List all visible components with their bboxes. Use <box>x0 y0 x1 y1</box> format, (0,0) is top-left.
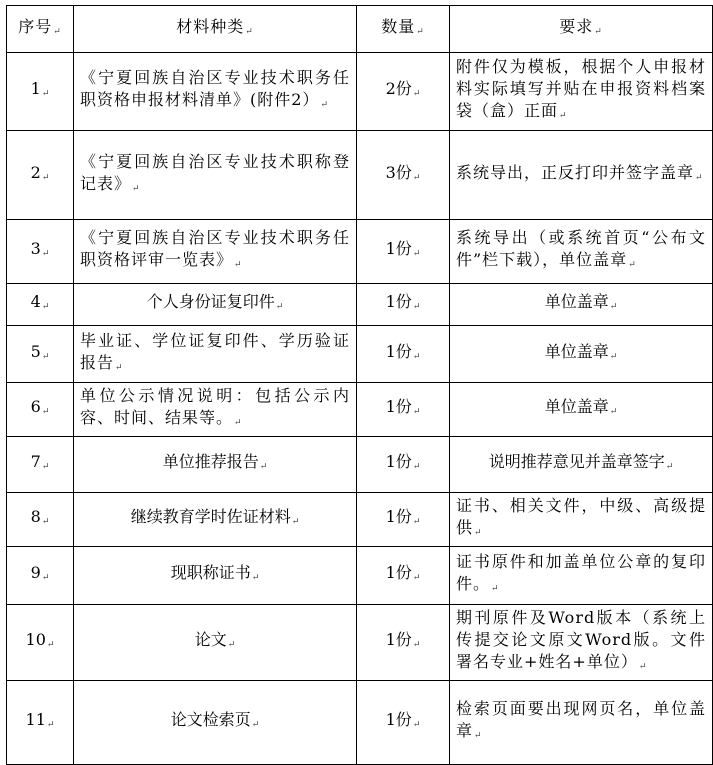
table-row <box>7 437 713 493</box>
cell-qty: 1份↵ <box>357 284 450 326</box>
cell-no: 2↵ <box>7 131 74 220</box>
cell-no: 11↵ <box>7 681 74 765</box>
cell-req: 证书、相关文件，中级、高级提供↵ <box>450 493 713 547</box>
table-row <box>7 383 713 437</box>
table-row <box>7 131 713 220</box>
cell-type: 《宁夏回族自治区专业技术职务任职资格申报材料清单》(附件2）↵ <box>74 53 357 131</box>
cell-req: 证书原件和加盖单位公章的复印件。↵ <box>450 547 713 605</box>
paragraph-mark-icon: ↵ <box>412 462 421 472</box>
cell-req: 检索页面要出现网页名，单位盖章↵ <box>450 681 713 765</box>
cell-req: 附件仅为模板，根据个人申报材料实际填写并贴在申报资料档案袋（盒）正面↵ <box>450 53 713 131</box>
cell-qty: 3份↵ <box>357 131 450 220</box>
paragraph-mark-icon: ↵ <box>412 407 421 417</box>
cell-no: 3↵ <box>7 220 74 284</box>
cell-qty: 1份↵ <box>357 383 450 437</box>
paragraph-mark-icon: ↵ <box>291 517 300 527</box>
paragraph-mark-icon: ↵ <box>41 302 50 312</box>
table-row <box>7 605 713 681</box>
cell-type: 论文检索页↵ <box>74 681 357 765</box>
cell-req: 单位盖章↵ <box>450 284 713 326</box>
paragraph-mark-icon: ↵ <box>412 351 421 362</box>
paragraph-mark-icon: ↵ <box>234 260 243 270</box>
header-no: 序号↵ <box>7 6 74 53</box>
paragraph-mark-icon: ↵ <box>412 573 421 583</box>
paragraph-mark-icon: ↵ <box>275 302 284 312</box>
paragraph-mark-icon: ↵ <box>412 517 421 527</box>
cell-req: 说明推荐意见并盖章签字↵ <box>450 437 713 493</box>
paragraph-mark-icon: ↵ <box>41 462 50 472</box>
paragraph-mark-icon: ↵ <box>41 573 50 583</box>
cell-qty: 1份↵ <box>357 547 450 605</box>
header-req: 要求↵ <box>450 6 713 53</box>
paragraph-mark-icon: ↵ <box>474 528 483 538</box>
cell-no: 1↵ <box>7 53 74 131</box>
cell-req: 系统导出（或系统首页“公布文件”栏下载），单位盖章↵ <box>450 220 713 284</box>
cell-type: 论文↵ <box>74 605 357 681</box>
paragraph-mark-icon: ↵ <box>227 640 236 650</box>
paragraph-mark-icon: ↵ <box>665 462 674 472</box>
paragraph-mark-icon: ↵ <box>491 584 500 594</box>
cell-type: 《宁夏回族自治区专业技术职务任职资格评审一览表》↵ <box>74 220 357 284</box>
paragraph-mark-icon: ↵ <box>412 89 421 99</box>
paragraph-mark-icon: ↵ <box>41 407 50 417</box>
cell-qty: 1份↵ <box>357 493 450 547</box>
paragraph-mark-icon: ↵ <box>412 640 421 650</box>
cell-no: 4↵ <box>7 284 74 326</box>
cell-no: 5↵ <box>7 326 74 383</box>
paragraph-mark-icon: ↵ <box>41 89 50 99</box>
paragraph-mark-icon: ↵ <box>559 111 568 121</box>
paragraph-mark-icon: ↵ <box>609 351 618 362</box>
paragraph-mark-icon: ↵ <box>695 172 704 183</box>
cell-no: 10↵ <box>7 605 74 681</box>
paragraph-mark-icon: ↵ <box>594 26 603 37</box>
paragraph-mark-icon: ↵ <box>416 26 425 37</box>
cell-qty: 1份↵ <box>357 326 450 383</box>
paragraph-mark-icon: ↵ <box>609 302 618 312</box>
paragraph-mark-icon: ↵ <box>41 351 50 362</box>
paragraph-mark-icon: ↵ <box>132 183 141 194</box>
paragraph-mark-icon: ↵ <box>474 731 483 741</box>
cell-qty: 1份↵ <box>357 437 450 493</box>
table-row <box>7 547 713 605</box>
paragraph-mark-icon: ↵ <box>115 362 124 373</box>
cell-no: 6↵ <box>7 383 74 437</box>
table-row <box>7 53 713 131</box>
cell-type: 个人身份证复印件↵ <box>74 284 357 326</box>
cell-req: 系统导出，正反打印并签字盖章↵ <box>450 131 713 220</box>
cell-req: 单位盖章↵ <box>450 326 713 383</box>
paragraph-mark-icon: ↵ <box>638 662 648 672</box>
paragraph-mark-icon: ↵ <box>412 720 421 730</box>
cell-qty: 1份↵ <box>357 605 450 681</box>
paragraph-mark-icon: ↵ <box>46 640 55 650</box>
table-header-row <box>7 6 713 53</box>
paragraph-mark-icon: ↵ <box>412 302 421 312</box>
cell-qty: 2份↵ <box>357 53 450 131</box>
paragraph-mark-icon: ↵ <box>628 260 637 270</box>
paragraph-mark-icon: ↵ <box>41 249 50 259</box>
paragraph-mark-icon: ↵ <box>412 249 421 259</box>
header-type: 材料种类↵ <box>74 6 357 53</box>
cell-type: 单位推荐报告↵ <box>74 437 357 493</box>
paragraph-mark-icon: ↵ <box>320 100 329 110</box>
cell-type: 继续教育学时佐证材料↵ <box>74 493 357 547</box>
cell-qty: 1份↵ <box>357 220 450 284</box>
table-row <box>7 493 713 547</box>
paragraph-mark-icon: ↵ <box>245 26 254 37</box>
materials-table <box>6 5 713 765</box>
paragraph-mark-icon: ↵ <box>412 172 421 183</box>
materials-table-container <box>6 5 713 765</box>
paragraph-mark-icon: ↵ <box>53 26 62 37</box>
cell-qty: 1份↵ <box>357 681 450 765</box>
table-row <box>7 681 713 765</box>
paragraph-mark-icon: ↵ <box>251 573 260 583</box>
cell-no: 7↵ <box>7 437 74 493</box>
cell-no: 9↵ <box>7 547 74 605</box>
cell-type: 现职称证书↵ <box>74 547 357 605</box>
cell-req: 期刊原件及Word版本（系统上传提交论文原文Word版。文件署名专业+姓名+单位）↵ <box>450 605 713 681</box>
table-row <box>7 220 713 284</box>
header-qty: 数量↵ <box>357 6 450 53</box>
table-row <box>7 326 713 383</box>
paragraph-mark-icon: ↵ <box>609 407 618 417</box>
paragraph-mark-icon: ↵ <box>251 720 260 730</box>
paragraph-mark-icon: ↵ <box>41 517 50 527</box>
cell-no: 8↵ <box>7 493 74 547</box>
cell-type: 《宁夏回族自治区专业技术职称登记表》↵ <box>74 131 357 220</box>
paragraph-mark-icon: ↵ <box>234 418 243 428</box>
cell-type: 毕业证、学位证复印件、学历验证报告↵ <box>74 326 357 383</box>
cell-type: 单位公示情况说明：包括公示内容、时间、结果等。↵ <box>74 383 357 437</box>
paragraph-mark-icon: ↵ <box>41 172 50 183</box>
cell-req: 单位盖章↵ <box>450 383 713 437</box>
paragraph-mark-icon: ↵ <box>46 720 55 730</box>
paragraph-mark-icon: ↵ <box>259 462 268 472</box>
table-row <box>7 284 713 326</box>
